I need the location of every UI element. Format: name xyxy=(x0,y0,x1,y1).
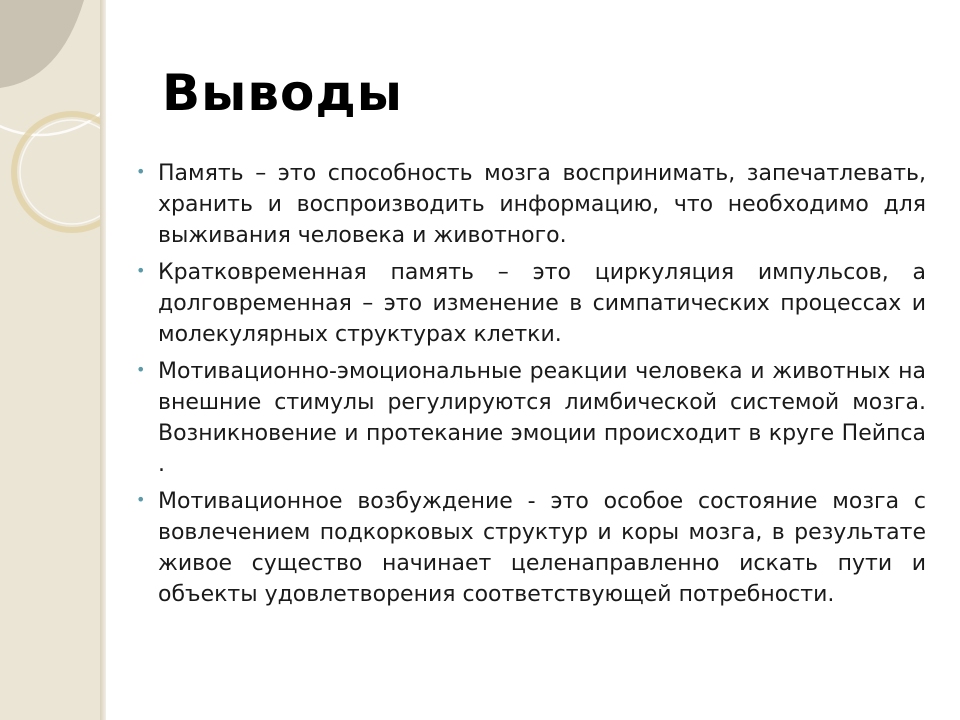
bullet-icon: • xyxy=(136,162,146,181)
decorative-side-panel xyxy=(0,0,106,720)
bullet-icon: • xyxy=(136,490,146,509)
bullet-item xyxy=(136,257,926,350)
slide-title: Выводы xyxy=(162,64,403,122)
bullet-text: Кратковременная память – это циркуляция импульсов, а долговременная – это изменение в симпатических процессах и молекулярных структурах клетки. xyxy=(158,260,926,347)
bullet-icon: • xyxy=(136,261,146,280)
panel-edge xyxy=(100,0,106,720)
bullet-text: Мотивационно-эмоциональные реакции человека и животных на внешние стимулы регулируются лимбической системой мозга. Возникновение и протекание эмоции происходит в круге Пейпса . xyxy=(158,359,926,477)
bullet-icon: • xyxy=(136,360,146,379)
bullet-text: Мотивационное возбуждение - это особое состояние мозга с вовлечением подкорковых структур и коры мозга, в результате живое существо начинает целенаправленно искать пути и объекты удовлетворения соответствующей потребности. xyxy=(158,489,926,607)
decor-ring-gold xyxy=(14,114,106,230)
decorative-circles xyxy=(0,0,106,720)
bullet-list xyxy=(136,158,926,616)
bullet-item xyxy=(136,356,926,480)
bullet-item xyxy=(136,158,926,251)
bullet-text: Память – это способность мозга воспринимать, запечатлевать, хранить и воспроизводить информацию, что необходимо для выживания человека и животного. xyxy=(158,161,926,248)
bullet-item xyxy=(136,486,926,610)
corner-shape xyxy=(0,0,84,88)
